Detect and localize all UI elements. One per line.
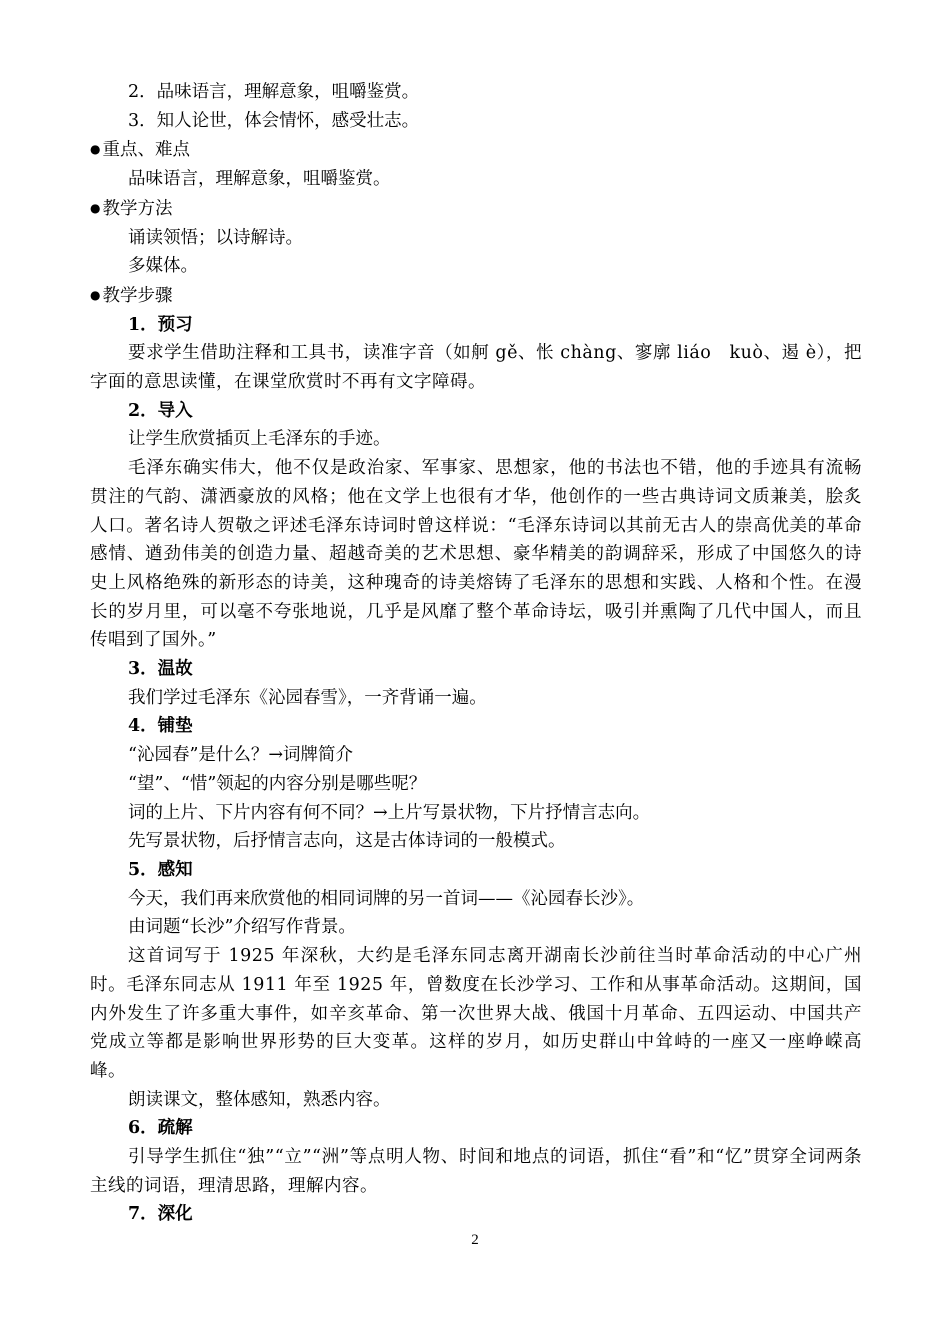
step-1-title: 1．预习 [128, 314, 193, 335]
step-4-title: 4．铺垫 [128, 716, 193, 737]
step-5-line-1: 今天，我们再来欣赏他的相同词牌的另一首词——《沁园春长沙》。 [128, 888, 645, 909]
document-page [90, 78, 862, 1229]
methods-line-1: 诵读领悟；以诗解诗。 [128, 227, 303, 248]
step-4-line-1: “沁园春”是什么？→词牌简介 [128, 745, 354, 766]
step-4-line-2: “望”、“惜”领起的内容分别是哪些呢？ [128, 773, 427, 794]
step-5-title: 5．感知 [128, 859, 193, 880]
step-2-line-1: 让学生欣赏插页上毛泽东的手迹。 [128, 429, 391, 450]
key-points-text: 品味语言，理解意象，咀嚼鉴赏。 [128, 169, 391, 190]
step-4-line-4: 先写景状物，后抒情言志向，这是古体诗词的一般模式。 [128, 831, 566, 852]
bullet-icon: ● [90, 142, 101, 157]
bullet-icon: ● [90, 287, 101, 302]
methods-line-2: 多媒体。 [128, 256, 198, 277]
step-1-paragraph: 要求学生借助注释和工具书，读准字音（如舸 gě、怅 chàng、寥廓 liáo kuò、遏 è），把字面的意思读懂，在课堂欣赏时不再有文字障碍。 [90, 343, 862, 393]
step-2-paragraph: 毛泽东确实伟大，他不仅是政治家、军事家、思想家，他的书法也不错，他的手迹具有流畅贯注的气韵、潇洒豪放的风格；他在文学上也很有才华，他创作的一些古典诗词文质兼美，脍炙人口。著名诗人贺敬之评述毛泽东诗词时曾这样说：“毛泽东诗词以其前无古人的崇高优美的革命感情、遒劲伟美的创造力量、超越奇美的艺术思想、豪华精美的韵调辞采，形成了中国悠久的诗史上风格绝殊的新形态的诗美，这种瑰奇的诗美熔铸了毛泽东的思想和实践、人格和个性。在漫长的岁月里，可以毫不夸张地说，几乎是风靡了整个革命诗坛，吸引并熏陶了几代中国人，而且传唱到了国外。” [90, 458, 862, 651]
page-number: 2 [471, 1232, 479, 1248]
step-6-paragraph: 引导学生抓住“独”“立”“洲”等点明人物、时间和地点的词语，抓住“看”和“忆”贯穿全词两条主线的词语，理清思路，理解内容。 [90, 1147, 862, 1196]
step-4-line-3: 词的上片、下片内容有何不同？→上片写景状物，下片抒情言志向。 [128, 802, 651, 823]
step-3-line-1: 我们学过毛泽东《沁园春雪》，一齐背诵一遍。 [128, 687, 487, 708]
key-points-heading-text: 重点、难点 [102, 140, 190, 161]
key-points-heading [90, 135, 862, 165]
step-3-title: 3．温故 [128, 659, 193, 680]
steps-heading [90, 281, 862, 311]
steps-heading-text: 教学步骤 [102, 285, 173, 306]
methods-heading-text: 教学方法 [102, 198, 173, 219]
methods-heading [90, 194, 862, 224]
goal-item-3: 3．知人论世，体会情怀，感受壮志。 [128, 110, 420, 131]
step-7-title: 7．深化 [128, 1204, 193, 1225]
step-6-title: 6．疏解 [128, 1118, 193, 1139]
bullet-icon: ● [90, 200, 101, 215]
step-5-paragraph: 这首词写于 1925 年深秋，大约是毛泽东同志离开湖南长沙前往当时革命活动的中心广州时。毛泽东同志从 1911 年至 1925 年，曾数度在长沙学习、工作和从事革命活动。这期间，国内外发生了许多重大事件，如辛亥革命、第一次世界大战、俄国十月革命、五四运动、中国共产党成立等都是影响世界形势的巨大变革。这样的岁月，如历史群山中耸峙的一座又一座峥嵘高峰。 [90, 946, 862, 1081]
step-5-line-2: 由词题“长沙”介绍写作背景。 [128, 917, 356, 938]
goal-item-2: 2．品味语言，理解意象，咀嚼鉴赏。 [128, 82, 420, 102]
step-2-title: 2．导入 [128, 400, 193, 421]
step-5-line-3: 朗读课文，整体感知，熟悉内容。 [128, 1089, 391, 1110]
